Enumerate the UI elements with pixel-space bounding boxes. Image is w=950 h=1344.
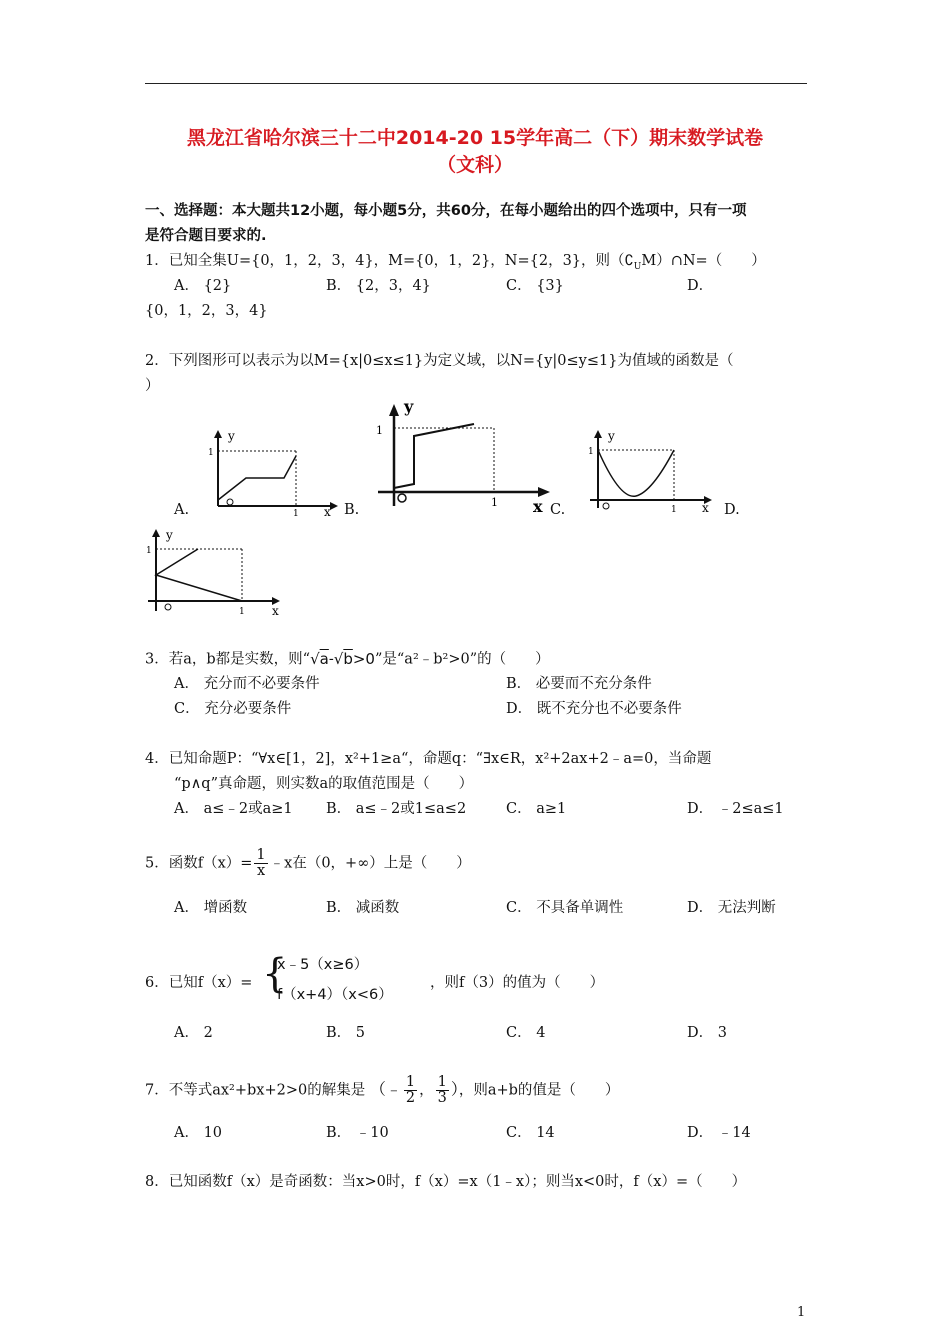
question-5-stem: 5．函数f（x）= $\frac{1}{x}$ ﹣x在（0，+∞）上是（ ） xyxy=(145,847,471,880)
piecewise-case-2: f（x+4）（x<6） xyxy=(277,987,393,1003)
sqrt-b: √b xyxy=(333,650,353,668)
q6-option-c: C． 4 xyxy=(506,1025,546,1041)
graph-d-x-tick: 1 xyxy=(239,607,245,617)
graph-d xyxy=(142,527,292,617)
fraction-one-over-x: $\frac{1}{x}$ xyxy=(256,847,266,880)
q6-option-d: D． 3 xyxy=(687,1025,727,1041)
question-7-stem: 7．不等式ax²+bx+2>0的解集是 （﹣ $\frac{1}{2}$ ， $\frac{1}{3}$ ），则a+b的值是（ ） xyxy=(145,1074,620,1107)
graph-d-x-label: x xyxy=(272,604,279,617)
question-6-stem-pre: 6．已知f（x）= xyxy=(145,975,253,991)
q6-option-b: B． 5 xyxy=(326,1025,365,1041)
q2-option-d: D. xyxy=(724,502,740,518)
q5-option-c: C． 不具备单调性 xyxy=(506,900,624,916)
q2-option-b: B. xyxy=(344,502,360,518)
question-3-stem: 3．若a，b都是实数，则“√a-√b>0”是“a²﹣b²>0”的（ ） xyxy=(145,648,550,671)
q2-option-a: A. xyxy=(174,502,190,518)
graph-b-y-tick: 1 xyxy=(376,424,383,437)
q4-option-a: A． a≤﹣2或a≥1 xyxy=(174,801,293,817)
fraction-half: $\frac{1}{2}$ xyxy=(405,1074,416,1107)
graph-c-x-tick: 1 xyxy=(671,505,677,515)
q5-option-d: D． 无法判断 xyxy=(687,900,776,916)
graph-b-x-tick: 1 xyxy=(491,496,498,509)
question-2-stem-cont: ） xyxy=(145,378,160,394)
q3-option-b: B． 必要而不充分条件 xyxy=(506,676,652,692)
graph-c xyxy=(580,428,720,518)
q1-option-b: B． {2，3，4} xyxy=(326,278,431,294)
q3-option-c: C． 充分必要条件 xyxy=(174,701,292,717)
graph-a-y-label: y xyxy=(228,429,235,443)
question-6-stem-post: ，则f（3）的值为（ ） xyxy=(430,975,605,991)
q7-option-d: D． ﹣14 xyxy=(687,1125,751,1141)
graph-b-x-label: x xyxy=(533,497,543,516)
q1-option-c: C． {3} xyxy=(506,278,564,294)
exam-subtitle: （文科） xyxy=(436,154,513,176)
graph-d-y-tick: 1 xyxy=(146,546,152,556)
sqrt-a: √a xyxy=(310,650,329,668)
q4-option-c: C． a≥1 xyxy=(506,801,567,817)
piecewise-brace: { xyxy=(262,951,288,997)
question-2-stem: 2．下列图形可以表示为以M={x|0≤x≤1}为定义域，以N={y|0≤y≤1}为值域的函数是（ xyxy=(145,353,734,369)
graph-a xyxy=(200,428,340,518)
q7-option-a: A． 10 xyxy=(174,1125,223,1141)
q3-option-a: A． 充分而不必要条件 xyxy=(174,676,320,692)
exam-title: 黑龙江省哈尔滨三十二中2014-20 15学年高二（下）期末数学试卷 xyxy=(186,127,764,149)
graph-d-y-label: y xyxy=(166,528,173,542)
graph-b-y-label: y xyxy=(404,397,414,416)
q4-option-b: B． a≤﹣2或1≤a≤2 xyxy=(326,801,467,817)
question-4-stem: 4．已知命题P：“∀x∈[1，2]，x²+1≥a“，命题q：“∃x∈R，x²+2ax+2﹣a=0，当命题 xyxy=(145,751,712,767)
q5-option-b: B． 减函数 xyxy=(326,900,400,916)
graph-a-x-label: x xyxy=(324,505,331,518)
q6-option-a: A． 2 xyxy=(174,1025,213,1041)
fraction-third: $\frac{1}{3}$ xyxy=(437,1074,447,1107)
graph-c-y-label: y xyxy=(608,429,615,443)
q2-option-c: C. xyxy=(550,502,566,518)
graph-a-y-tick: 1 xyxy=(208,448,214,458)
q1-option-d-value: {0，1，2，3，4} xyxy=(145,303,268,319)
q1-option-d: D． xyxy=(687,278,714,294)
q4-option-d: D． ﹣2≤a≤1 xyxy=(687,801,784,817)
graph-a-x-tick: 1 xyxy=(293,509,299,518)
q3-option-d: D． 既不充分也不必要条件 xyxy=(506,701,682,717)
question-8-stem: 8．已知函数f（x）是奇函数：当x>0时，f（x）=x（1﹣x）；则当x<0时，f（x）=（ ） xyxy=(145,1174,747,1190)
graph-b xyxy=(370,396,555,518)
section-heading-cont: 是符合题目要求的. xyxy=(145,228,267,244)
q5-option-a: A． 增函数 xyxy=(174,900,248,916)
q7-option-b: B． ﹣10 xyxy=(326,1125,389,1141)
header-rule xyxy=(145,83,807,84)
q7-option-c: C． 14 xyxy=(506,1125,555,1141)
piecewise-case-1: x﹣5（x≥6） xyxy=(277,957,369,973)
question-1-stem: 1．已知全集U={0，1，2，3，4}，M={0，1，2}，N={2，3}，则$(∁_UM)\cap N=$（ ） xyxy=(145,253,766,272)
graph-c-x-label: x xyxy=(702,501,709,515)
q1-option-a: A． {2} xyxy=(174,278,232,294)
section-heading: 一、选择题：本大题共12小题，每小题5分，共60分，在每小题给出的四个选项中，只有一项 xyxy=(145,203,747,219)
question-4-stem-cont: “p∧q”真命题，则实数a的取值范围是（ ） xyxy=(174,776,474,792)
graph-c-y-tick: 1 xyxy=(588,447,594,457)
page-number: 1 xyxy=(797,1305,806,1320)
